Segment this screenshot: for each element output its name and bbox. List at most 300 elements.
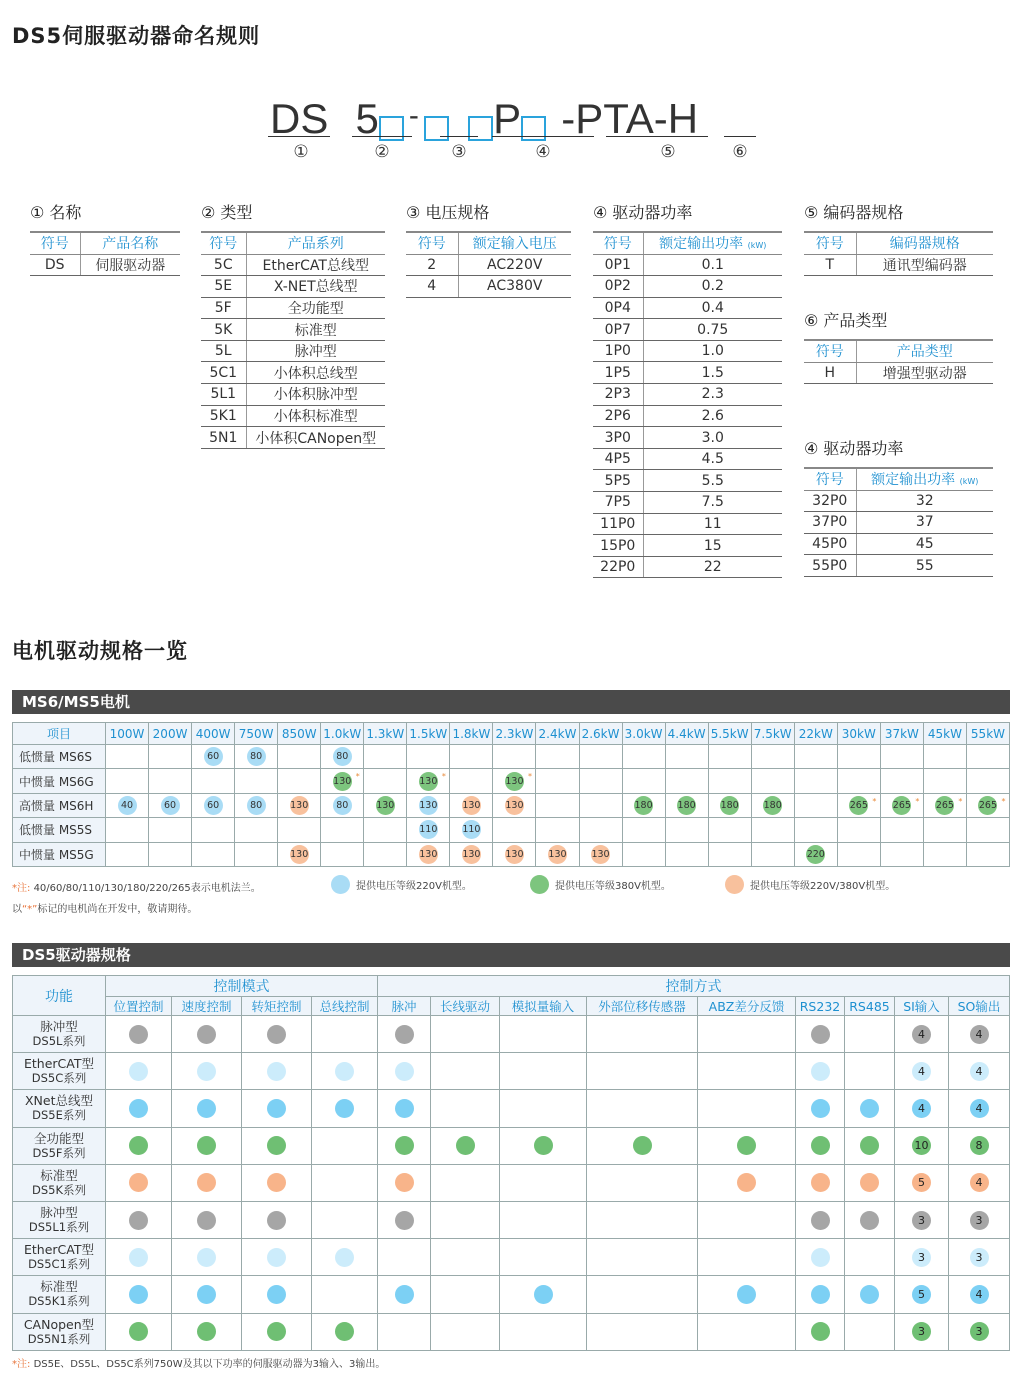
section-title: ③ 电压规格	[406, 203, 490, 222]
io-count-badge: 3	[912, 1248, 931, 1267]
table-cell: 32	[856, 490, 993, 512]
table-cell	[500, 1053, 587, 1090]
table-cell	[923, 818, 966, 842]
supported-dot-icon	[395, 1173, 414, 1192]
row-label: 中惯量 MS5G	[13, 842, 106, 866]
table-header-row	[804, 468, 993, 490]
supported-dot-icon	[267, 1285, 286, 1304]
table-cell	[106, 1016, 172, 1053]
table-row	[201, 276, 385, 298]
table-cell	[587, 1239, 698, 1276]
table-cell	[837, 842, 880, 866]
table-cell	[278, 842, 321, 866]
table-cell	[450, 793, 493, 817]
table-cell	[450, 818, 493, 842]
table-row	[593, 492, 782, 514]
table-cell	[698, 1239, 796, 1276]
naming-table	[201, 231, 385, 449]
table-cell: 2P3	[593, 384, 643, 406]
table-cell	[536, 818, 579, 842]
table-cell: 3P0	[593, 427, 643, 449]
table-cell	[378, 1276, 431, 1313]
table-cell: 0.2	[643, 276, 782, 298]
table-cell	[378, 1313, 431, 1350]
table-cell	[493, 842, 536, 866]
table-cell	[431, 1313, 500, 1350]
flange-badge: 60	[204, 796, 223, 815]
supported-dot-icon	[129, 1025, 148, 1044]
section-title: ① 名称	[30, 203, 82, 222]
table-cell	[837, 818, 880, 842]
series-code: DS5L系列	[32, 1034, 86, 1049]
table-cell: 5C	[201, 254, 246, 276]
table-cell	[837, 745, 880, 769]
table-cell: DS	[30, 254, 80, 276]
table-cell	[895, 1164, 949, 1201]
table-cell	[895, 1127, 949, 1164]
supported-dot-icon	[197, 1173, 216, 1192]
table-cell	[949, 1090, 1010, 1127]
table-row	[13, 1239, 1010, 1276]
table-cell	[500, 1313, 587, 1350]
table-cell	[431, 1201, 500, 1238]
motor-table	[12, 722, 1010, 867]
supported-dot-icon	[267, 1025, 286, 1044]
motor-note	[12, 879, 261, 894]
table-cell: AC380V	[458, 276, 571, 298]
naming-table-power-high	[804, 436, 993, 577]
io-count-badge: 3	[970, 1211, 989, 1230]
table-cell: 伺服驱动器	[80, 254, 180, 276]
table-cell	[665, 818, 708, 842]
supported-dot-icon	[335, 1322, 354, 1341]
table-cell: 0P2	[593, 276, 643, 298]
column-header: RS485	[845, 997, 895, 1016]
legend-380v	[530, 875, 671, 894]
table-cell: 37P0	[804, 512, 856, 534]
table-cell: 4.5	[643, 448, 782, 470]
table-cell	[312, 1239, 378, 1276]
table-cell	[312, 1201, 378, 1238]
flange-badge: 130	[419, 845, 438, 864]
legend-220-380v	[725, 875, 895, 894]
column-header-label: 符号	[417, 236, 446, 253]
note-text: 以	[12, 904, 22, 915]
motor-note-2	[12, 900, 197, 915]
table-cell	[321, 793, 364, 817]
flange-badge: 130	[290, 845, 309, 864]
table-cell	[242, 1053, 312, 1090]
table-cell	[172, 1276, 242, 1313]
table-cell	[106, 1127, 172, 1164]
table-row	[593, 276, 782, 298]
table-cell	[796, 1090, 845, 1127]
flange-badge: 265	[892, 796, 911, 815]
supported-dot-icon	[534, 1136, 553, 1155]
table-cell	[794, 793, 837, 817]
table-row	[593, 362, 782, 384]
code-h: H	[667, 95, 699, 142]
note-text: DS5E、DS5L、DS5C系列750W及其以下功率的伺服驱动器为3输入、3输出。	[33, 1359, 386, 1370]
code-num-5: ⑤	[660, 142, 676, 162]
table-cell	[192, 769, 235, 793]
table-cell	[845, 1090, 895, 1127]
table-row	[30, 254, 180, 276]
column-header: 功能	[13, 976, 106, 1016]
table-cell	[407, 818, 450, 842]
table-header-row	[30, 232, 180, 254]
column-header: 100W	[106, 723, 149, 745]
flange-badge: 80	[333, 747, 352, 766]
series-name: XNet总线型	[24, 1093, 93, 1109]
table-cell: 1.0	[643, 340, 782, 362]
io-count-badge: 4	[970, 1099, 989, 1118]
table-row	[13, 1090, 1010, 1127]
table-cell	[796, 1127, 845, 1164]
supported-dot-icon	[129, 1248, 148, 1267]
in-development-mark: *	[872, 796, 877, 806]
table-cell	[845, 1239, 895, 1276]
table-row	[406, 276, 571, 298]
table-cell	[149, 769, 192, 793]
table-cell	[796, 1313, 845, 1350]
table-cell: 4P5	[593, 448, 643, 470]
table-cell	[698, 1127, 796, 1164]
in-development-mark: *	[958, 796, 963, 806]
table-cell	[794, 842, 837, 866]
table-cell	[242, 1127, 312, 1164]
table-cell	[698, 1313, 796, 1350]
table-row	[593, 513, 782, 535]
series-name: 标准型	[40, 1279, 78, 1295]
table-cell	[880, 745, 923, 769]
table-cell	[278, 793, 321, 817]
code-num-1: ①	[293, 142, 309, 162]
row-label	[13, 1090, 106, 1127]
flange-badge: 265	[935, 796, 954, 815]
column-header: 脉冲	[378, 997, 431, 1016]
note-mark: *注:	[12, 1359, 31, 1370]
table-cell	[949, 1201, 1010, 1238]
column-header	[458, 232, 571, 254]
table-cell	[966, 745, 1009, 769]
table-cell: 标准型	[246, 319, 385, 341]
column-header: 模拟量输入	[500, 997, 587, 1016]
supported-dot-icon	[267, 1322, 286, 1341]
supported-dot-icon	[197, 1322, 216, 1341]
driver-spec-section	[12, 943, 1010, 1351]
legend-text: 提供电压等级220V/380V机型。	[750, 881, 896, 892]
table-cell	[500, 1164, 587, 1201]
motor-spec-section	[12, 690, 1010, 867]
table-row	[201, 319, 385, 341]
code-ds: DS	[270, 95, 329, 142]
column-header: SO输出	[949, 997, 1010, 1016]
column-header-label: 符号	[815, 344, 844, 361]
table-cell	[500, 1239, 587, 1276]
table-cell	[949, 1127, 1010, 1164]
column-header	[406, 232, 458, 254]
table-cell	[579, 818, 622, 842]
column-header: RS232	[796, 997, 845, 1016]
io-count-badge: 4	[970, 1025, 989, 1044]
supported-dot-icon	[197, 1211, 216, 1230]
table-cell	[172, 1313, 242, 1350]
column-header: SI输入	[895, 997, 949, 1016]
column-header: 1.3kW	[364, 723, 407, 745]
table-cell	[106, 769, 149, 793]
supported-dot-icon	[129, 1322, 148, 1341]
table-row	[593, 556, 782, 578]
table-cell	[172, 1201, 242, 1238]
table-cell: 15	[643, 535, 782, 557]
table-row	[593, 470, 782, 492]
table-cell	[622, 818, 665, 842]
naming-table-product	[804, 308, 993, 384]
table-row	[13, 1053, 1010, 1090]
table-cell	[923, 842, 966, 866]
table-cell	[235, 745, 278, 769]
column-header: ABZ差分反馈	[698, 997, 796, 1016]
table-cell: 22	[643, 556, 782, 578]
column-header: 55kW	[966, 723, 1009, 745]
supported-dot-icon	[129, 1173, 148, 1192]
note-mark: “*”	[22, 904, 38, 915]
supported-dot-icon	[633, 1136, 652, 1155]
series-code: DS5K1系列	[28, 1294, 90, 1309]
supported-dot-icon	[811, 1025, 830, 1044]
row-label: 中惯量 MS6G	[13, 769, 106, 793]
table-row	[13, 769, 1010, 793]
table-cell	[106, 1090, 172, 1127]
table-cell: 11P0	[593, 513, 643, 535]
column-header-label: 符号	[209, 236, 238, 253]
flange-badge: 80	[247, 747, 266, 766]
table-cell	[622, 842, 665, 866]
flange-badge: 220	[806, 845, 825, 864]
table-cell	[622, 769, 665, 793]
table-cell: 小体积标准型	[246, 405, 385, 427]
column-header-label: 符号	[815, 472, 844, 489]
table-cell	[845, 1201, 895, 1238]
table-cell: 32P0	[804, 490, 856, 512]
column-header: 4.4kW	[665, 723, 708, 745]
table-cell	[579, 769, 622, 793]
table-cell: 5F	[201, 297, 246, 319]
in-development-mark: *	[915, 796, 920, 806]
table-cell	[587, 1016, 698, 1053]
flange-badge: 265	[849, 796, 868, 815]
table-cell	[106, 745, 149, 769]
table-cell	[106, 1053, 172, 1090]
supported-dot-icon	[860, 1211, 879, 1230]
table-cell	[106, 1239, 172, 1276]
unit-label: (kW)	[959, 477, 979, 487]
table-cell: 22P0	[593, 556, 643, 578]
table-cell: 5L1	[201, 384, 246, 406]
naming-table	[593, 231, 782, 578]
table-row	[804, 512, 993, 534]
supported-dot-icon	[267, 1173, 286, 1192]
supported-dot-icon	[811, 1062, 830, 1081]
table-cell	[587, 1201, 698, 1238]
supported-dot-icon	[395, 1062, 414, 1081]
column-header	[80, 232, 180, 254]
flange-badge: 110	[419, 820, 438, 839]
table-cell	[235, 769, 278, 793]
series-name: 脉冲型	[40, 1019, 78, 1035]
supported-dot-icon	[129, 1285, 148, 1304]
table-cell	[796, 1164, 845, 1201]
table-cell: 2.6	[643, 405, 782, 427]
column-header: 22kW	[794, 723, 837, 745]
supported-dot-icon	[395, 1136, 414, 1155]
table-cell	[192, 745, 235, 769]
column-header: 750W	[235, 723, 278, 745]
table-cell: 2	[406, 254, 458, 276]
table-row	[593, 384, 782, 406]
section-title: ② 类型	[201, 203, 253, 222]
note-text: 标记的电机尚在开发中，敬请期待。	[37, 904, 198, 915]
table-cell	[493, 818, 536, 842]
column-header-label: 符号	[815, 236, 844, 253]
table-cell	[751, 842, 794, 866]
table-row	[13, 793, 1010, 817]
table-row	[593, 254, 782, 276]
series-name: 脉冲型	[40, 1205, 78, 1221]
table-cell	[242, 1276, 312, 1313]
supported-dot-icon	[197, 1248, 216, 1267]
table-cell	[698, 1016, 796, 1053]
table-cell	[242, 1090, 312, 1127]
table-cell	[431, 1164, 500, 1201]
series-name: EtherCAT型	[24, 1056, 94, 1072]
table-cell	[708, 745, 751, 769]
code-box-icon	[521, 116, 546, 141]
note-text: 40/60/80/110/130/180/220/265表示电机法兰。	[33, 883, 261, 894]
flange-badge: 40	[118, 796, 137, 815]
table-cell	[845, 1276, 895, 1313]
table-cell	[378, 1053, 431, 1090]
table-cell	[579, 793, 622, 817]
table-cell	[431, 1090, 500, 1127]
table-cell: 15P0	[593, 535, 643, 557]
io-count-badge: 3	[970, 1322, 989, 1341]
table-cell: 55	[856, 555, 993, 577]
flange-badge: 80	[333, 796, 352, 815]
column-header: 速度控制	[172, 997, 242, 1016]
table-row	[13, 1313, 1010, 1350]
naming-table-name	[30, 200, 180, 276]
flange-badge: 130	[548, 845, 567, 864]
table-cell	[536, 793, 579, 817]
table-cell	[450, 769, 493, 793]
flange-badge: 130	[505, 845, 524, 864]
table-cell	[895, 1201, 949, 1238]
table-cell	[949, 1239, 1010, 1276]
table-cell	[493, 793, 536, 817]
column-header	[201, 232, 246, 254]
flange-badge: 130	[591, 845, 610, 864]
table-cell	[698, 1090, 796, 1127]
table-cell	[751, 793, 794, 817]
table-cell	[751, 818, 794, 842]
table-cell: 1.5	[643, 362, 782, 384]
supported-dot-icon	[456, 1136, 475, 1155]
table-cell: 7.5	[643, 492, 782, 514]
io-count-badge: 5	[912, 1285, 931, 1304]
table-cell: 0.1	[643, 254, 782, 276]
table-row	[804, 254, 993, 276]
supported-dot-icon	[335, 1062, 354, 1081]
table-cell	[321, 818, 364, 842]
table-cell	[880, 793, 923, 817]
table-cell	[837, 793, 880, 817]
table-cell	[698, 1201, 796, 1238]
series-code: DS5F系列	[32, 1145, 86, 1160]
column-header: 项目	[13, 723, 106, 745]
table-cell	[106, 1313, 172, 1350]
table-cell	[407, 793, 450, 817]
table-cell	[149, 818, 192, 842]
column-header-label: 额定输入电压	[472, 236, 557, 253]
table-cell	[312, 1127, 378, 1164]
table-cell	[450, 745, 493, 769]
table-cell: 小体积脉冲型	[246, 384, 385, 406]
table-row	[593, 340, 782, 362]
table-cell: 5N1	[201, 427, 246, 449]
table-cell	[242, 1201, 312, 1238]
supported-dot-icon	[811, 1099, 830, 1118]
supported-dot-icon	[197, 1136, 216, 1155]
table-header-row	[201, 232, 385, 254]
supported-dot-icon	[395, 1099, 414, 1118]
table-row	[13, 1127, 1010, 1164]
code-num-3: ③	[451, 142, 467, 162]
table-cell	[407, 745, 450, 769]
table-cell: 3.0	[643, 427, 782, 449]
table-cell	[364, 745, 407, 769]
table-row	[13, 1276, 1010, 1313]
table-row	[406, 254, 571, 276]
series-code: DS5C1系列	[28, 1257, 90, 1272]
table-cell	[312, 1276, 378, 1313]
table-cell	[708, 769, 751, 793]
table-cell	[895, 1016, 949, 1053]
table-cell	[845, 1313, 895, 1350]
table-cell	[321, 842, 364, 866]
flange-badge: 180	[720, 796, 739, 815]
column-header: 转矩控制	[242, 997, 312, 1016]
table-cell: AC220V	[458, 254, 571, 276]
table-cell: 通讯型编码器	[856, 254, 993, 276]
column-header: 位置控制	[106, 997, 172, 1016]
table-cell	[665, 793, 708, 817]
table-cell	[312, 1090, 378, 1127]
table-cell	[278, 818, 321, 842]
section-title: ⑤ 编码器规格	[804, 203, 904, 222]
column-header-label: 产品名称	[102, 236, 159, 253]
supported-dot-icon	[197, 1285, 216, 1304]
io-count-badge: 3	[912, 1211, 931, 1230]
table-cell	[172, 1016, 242, 1053]
table-cell	[149, 793, 192, 817]
table-row	[13, 1201, 1010, 1238]
table-cell: 55P0	[804, 555, 856, 577]
column-header: 45kW	[923, 723, 966, 745]
code-num-2: ②	[374, 142, 390, 162]
table-cell	[536, 745, 579, 769]
